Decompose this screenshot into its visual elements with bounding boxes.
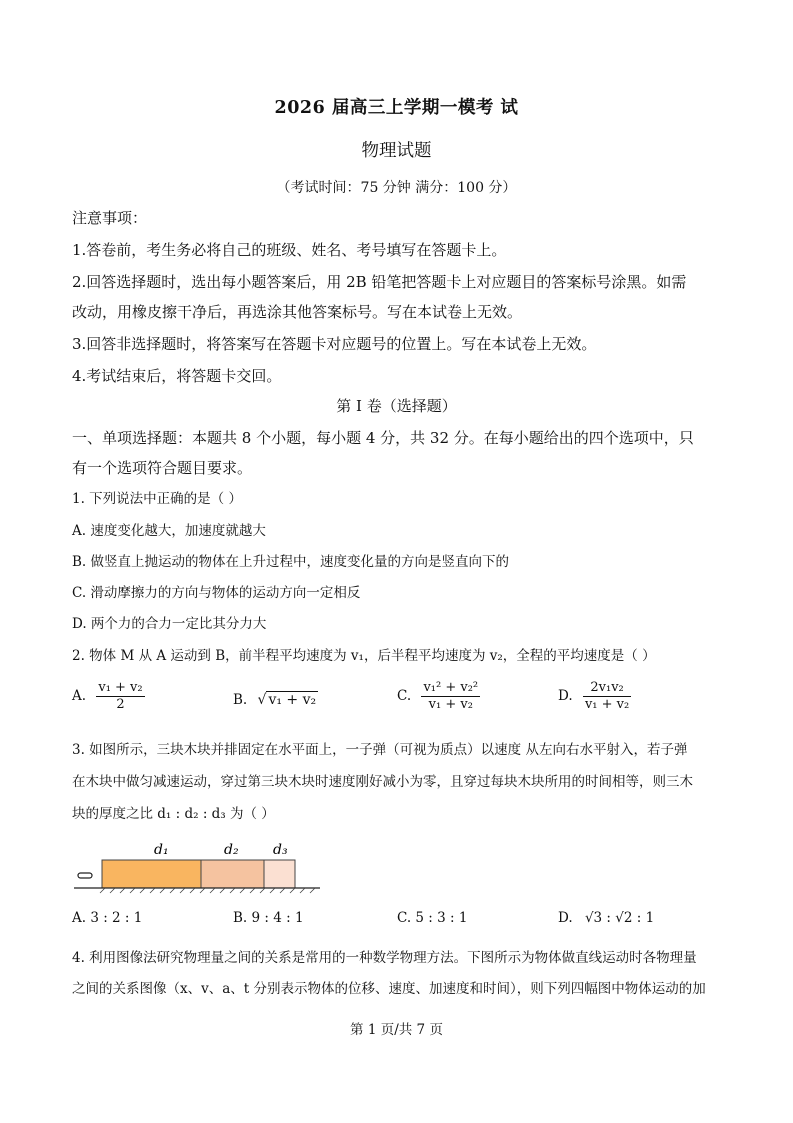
q4-stem-line2: 之间的关系图像（x、v、a、t 分别表示物体的位移、速度、加速度和时间），则下列四幅图中物体运动的加 bbox=[72, 981, 706, 997]
page-footer: 第 1 页/共 7 页 bbox=[350, 1022, 443, 1038]
q2-option-c-label: C. bbox=[397, 688, 412, 704]
figure-label-d2: d₂ bbox=[224, 842, 239, 858]
notice-heading: 注意事项： bbox=[72, 209, 148, 227]
q2-b-radicand: v₁ + v₂ bbox=[268, 692, 317, 708]
section-title: 第 I 卷（选择题） bbox=[336, 397, 457, 415]
q3-option-d-label: D. bbox=[558, 910, 573, 926]
q1-stem: 1. 下列说法中正确的是（ ） bbox=[72, 491, 242, 507]
q3-stem-line1: 3. 如图所示，三块木块并排固定在水平面上，一子弹（可视为质点）以速度 从左向右水平射入，若子弹 bbox=[72, 742, 688, 758]
notice-item-1: 1.答卷前，考生务必将自己的班级、姓名、考号填写在答题卡上。 bbox=[72, 241, 507, 259]
q2-option-a bbox=[72, 680, 145, 713]
figure-label-d3: d₃ bbox=[273, 842, 288, 858]
q3-stem-line2: 在木块中做匀减速运动，穿过第三块木块时速度刚好减小为零，且穿过每块木块所用的时间相等，则三木 bbox=[72, 774, 693, 790]
exam-title: 2026 届高三上学期一模考 试 bbox=[274, 98, 519, 118]
wood-block-1 bbox=[102, 860, 201, 888]
q1-option-d: D. 两个力的合力一定比其分力大 bbox=[72, 616, 267, 632]
q2-a-denominator: 2 bbox=[116, 697, 125, 712]
q4-stem-line1: 4. 利用图像法研究物理量之间的关系是常用的一种数学物理方法。下图所示为物体做直线运动时各物理量 bbox=[72, 950, 697, 966]
q2-option-c bbox=[397, 680, 480, 713]
section-intro-line2: 有一个选项符合题目要求。 bbox=[72, 459, 253, 477]
q2-option-c-formula bbox=[421, 680, 480, 713]
q2-c-numerator: v₁² + v₂² bbox=[423, 680, 479, 695]
q3-option-a: A. 3 : 2 : 1 bbox=[72, 910, 143, 926]
q2-option-a-formula bbox=[96, 680, 144, 713]
notice-item-4: 4.考试结束后，将答题卡交回。 bbox=[72, 367, 282, 385]
subject-title: 物理试题 bbox=[361, 141, 432, 161]
wood-block-3 bbox=[264, 860, 295, 888]
notice-item-2-cont: 改动，用橡皮擦干净后，再选涂其他答案标号。写在本试卷上无效。 bbox=[72, 303, 523, 321]
section-intro-line1: 一、单项选择题：本题共 8 个小题，每小题 4 分，共 32 分。在每小题给出的四个选项中，只 bbox=[72, 429, 694, 447]
q2-a-numerator: v₁ + v₂ bbox=[98, 680, 143, 695]
exam-info: （考试时间：75 分钟 满分：100 分） bbox=[276, 180, 517, 196]
q3-option-d-formula: √3 : √2 : 1 bbox=[584, 910, 655, 926]
q2-option-d bbox=[558, 680, 631, 713]
notice-item-2: 2.回答选择题时，选出每小题答案后，用 2B 铅笔把答题卡上对应题目的答案标号涂黑。如需 bbox=[72, 273, 687, 291]
bullet-icon bbox=[78, 873, 92, 878]
ground-hatching bbox=[100, 888, 315, 893]
q2-option-b-label: B. bbox=[233, 692, 248, 708]
q2-option-b-formula: √ v₁ + v₂ bbox=[257, 692, 317, 708]
q3-figure bbox=[70, 836, 330, 896]
q3-option-b: B. 9 : 4 : 1 bbox=[233, 910, 304, 926]
q2-d-numerator: 2v₁v₂ bbox=[583, 680, 631, 697]
notice-item-3: 3.回答非选择题时，将答案写在答题卡对应题号的位置上。写在本试卷上无效。 bbox=[72, 335, 597, 353]
q2-c-denominator: v₁ + v₂ bbox=[428, 697, 473, 712]
q3-option-c: C. 5 : 3 : 1 bbox=[397, 910, 468, 926]
q3-stem-line3: 块的厚度之比 d₁ : d₂ : d₃ 为（ ） bbox=[72, 806, 275, 822]
q3-option-d bbox=[558, 910, 654, 926]
wood-block-2 bbox=[201, 860, 264, 888]
q2-stem: 2. 物体 M 从 A 运动到 B，前半程平均速度为 v₁，后半程平均速度为 v₂，全程的平均速度是（ ） bbox=[72, 648, 656, 664]
q2-option-d-label: D. bbox=[558, 688, 573, 704]
q1-option-c: C. 滑动摩擦力的方向与物体的运动方向一定相反 bbox=[72, 585, 361, 601]
q1-option-b: B. 做竖直上抛运动的物体在上升过程中，速度变化量的方向是竖直向下的 bbox=[72, 554, 510, 570]
q2-option-d-formula bbox=[583, 680, 631, 713]
q2-option-b bbox=[233, 692, 318, 708]
figure-label-d1: d₁ bbox=[154, 842, 169, 858]
q2-d-denominator: v₁ + v₂ bbox=[584, 697, 630, 712]
q1-option-a: A. 速度变化越大，加速度就越大 bbox=[72, 523, 266, 539]
q2-option-a-label: A. bbox=[72, 688, 87, 704]
